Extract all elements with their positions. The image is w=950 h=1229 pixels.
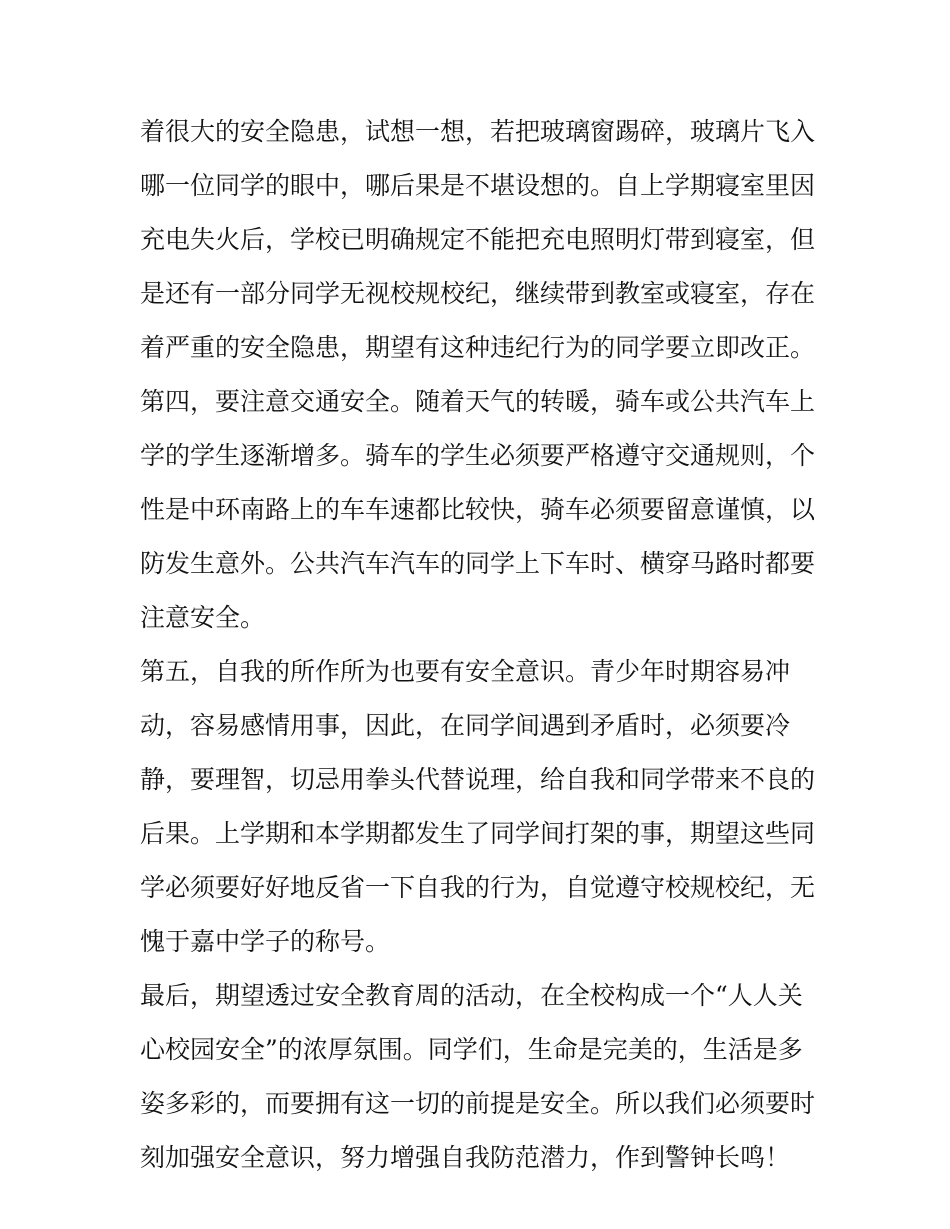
text-line: 第四，要注意交通安全。随着天气的转暖，骑车或公共汽车上	[140, 387, 816, 416]
text-line: 充电失火后，学校已明确规定不能把充电照明灯带到寝室，但	[140, 225, 816, 254]
text-line: 最后，期望透过安全教育周的活动，在全校构成一个“人人关	[140, 981, 803, 1010]
text-line: 后果。上学期和本学期都发生了同学间打架的事，期望这些同	[140, 819, 816, 848]
text-line: 静，要理智，切忌用拳头代替说理，给自我和同学带来不良的	[140, 765, 816, 794]
text-line: 心校园安全”的浓厚氛围。同学们，生命是完美的，生活是多	[140, 1035, 803, 1064]
text-line: 着很大的安全隐患，试想一想，若把玻璃窗踢碎，玻璃片飞入	[140, 117, 816, 146]
text-line: 动，容易感情用事，因此，在同学间遇到矛盾时，必须要冷	[140, 711, 791, 740]
text-line: 注意安全。	[140, 603, 266, 632]
text-line: 学的学生逐渐增多。骑车的学生必须要严格遵守交通规则，个	[140, 441, 816, 470]
text-line: 着严重的安全隐患，期望有这种违纪行为的同学要立即改正。	[140, 333, 816, 362]
body-text	[140, 105, 820, 1185]
text-line: 性是中环南路上的车车速都比较快，骑车必须要留意谨慎，以	[140, 495, 816, 524]
text-line: 是还有一部分同学无视校规校纪，继续带到教室或寝室，存在	[140, 279, 816, 308]
text-line: 刻加强安全意识，努力增强自我防范潜力，作到警钟长鸣！	[140, 1143, 791, 1172]
text-line: 第五，自我的所作所为也要有安全意识。青少年时期容易冲	[140, 657, 791, 686]
text-line: 防发生意外。公共汽车汽车的同学上下车时、横穿马路时都要	[140, 549, 816, 578]
text-line: 学必须要好好地反省一下自我的行为，自觉遵守校规校纪，无	[140, 873, 816, 902]
text-line: 姿多彩的，而要拥有这一切的前提是安全。所以我们必须要时	[140, 1089, 816, 1118]
text-line: 愧于嘉中学子的称号。	[140, 927, 391, 956]
text-line: 哪一位同学的眼中，哪后果是不堪设想的。自上学期寝室里因	[140, 171, 816, 200]
